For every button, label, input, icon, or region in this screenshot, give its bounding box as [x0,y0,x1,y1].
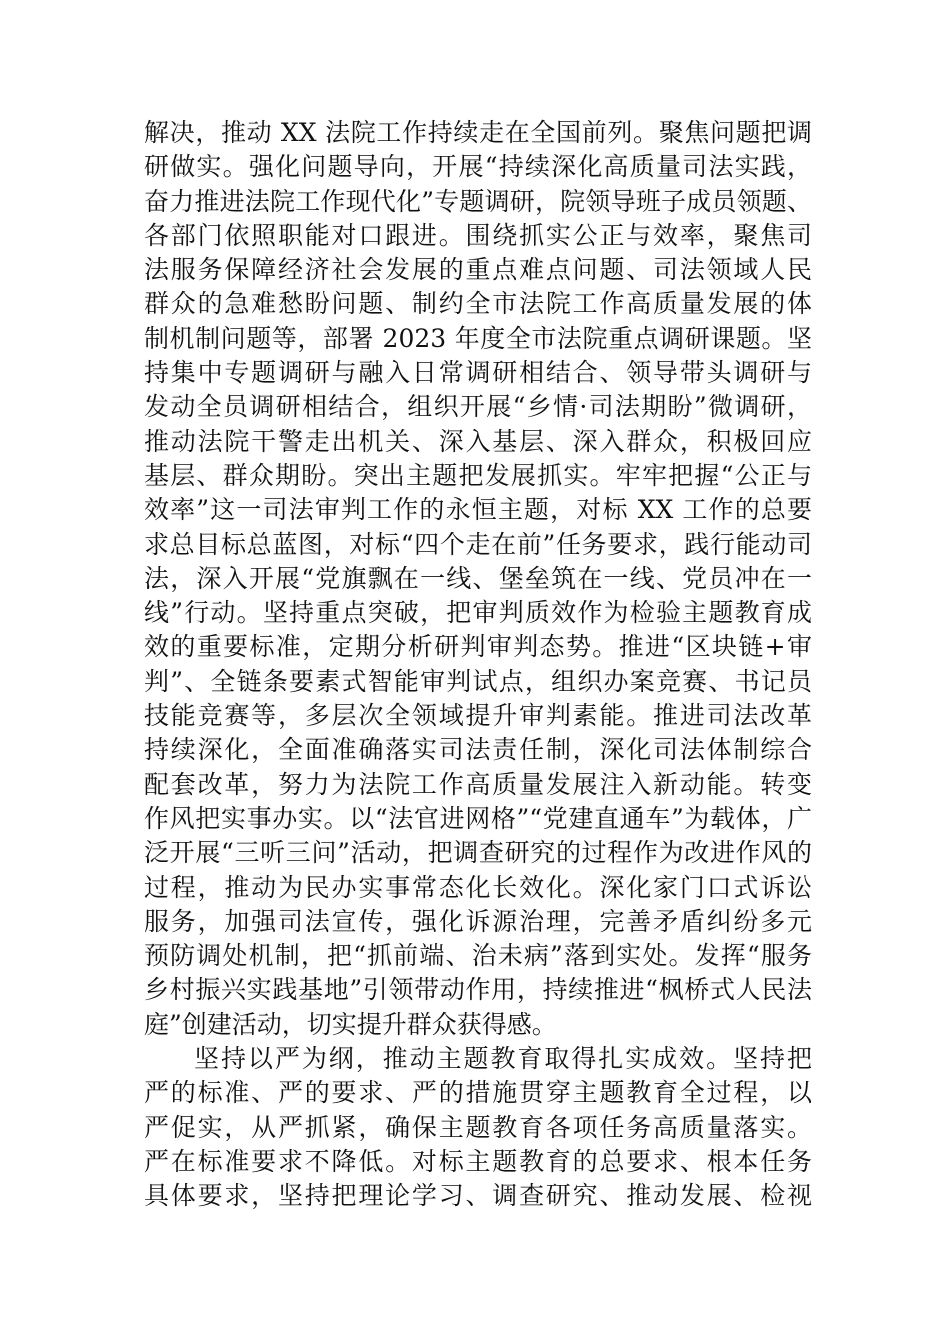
text-line: 线”行动。坚持重点突破，把审判质效作为检验主题教育成 [144,598,812,628]
text-line: 具体要求，坚持把理论学习、调查研究、推动发展、检视 [144,1181,812,1211]
text-line: 群众的急难愁盼问题、制约全市法院工作高质量发展的体 [144,289,812,319]
text-line: 预防调处机制，把“抓前端、治未病”落到实处。发挥“服务 [144,941,812,971]
text-line: 奋力推进法院工作现代化”专题调研，院领导班子成员领题、 [144,186,812,216]
text-line: 研做实。强化问题导向，开展“持续深化高质量司法实践， [144,152,812,182]
text-line: 发动全员调研相结合，组织开展“乡情·司法期盼”微调研， [144,392,812,422]
text-line: 服务，加强司法宣传，强化诉源治理，完善矛盾纠纷多元 [144,906,812,936]
text-line: 技能竞赛等，多层次全领域提升审判素能。推进司法改革 [144,701,812,731]
text-line: 庭”创建活动，切实提升群众获得感。 [144,1009,557,1039]
text-line: 泛开展“三听三问”活动，把调查研究的过程作为改进作风的 [144,838,812,868]
text-line: 效率”这一司法审判工作的永恒主题，对标 XX 工作的总要 [144,495,812,525]
text-line: 持集中专题调研与融入日常调研相结合、领导带头调研与 [144,358,812,388]
text-line: 解决，推动 XX 法院工作持续走在全国前列。聚焦问题把调 [144,118,812,147]
text-line: 乡村振兴实践基地”引领带动作用，持续推进“枫桥式人民法 [144,975,812,1005]
text-line: 推动法院干警走出机关、深入基层、深入群众，积极回应 [144,426,812,456]
text-line: 基层、群众期盼。突出主题把发展抓实。牢牢把握“公正与 [144,460,812,490]
text-line: 法，深入开展“党旗飘在一线、堡垒筑在一线、党员冲在一 [144,563,812,593]
text-line: 持续深化，全面准确落实司法责任制，深化司法体制综合 [144,735,812,765]
text-line: 严的标准、严的要求、严的措施贯穿主题教育全过程，以 [144,1078,812,1108]
body-text [144,116,812,1214]
text-line: 各部门依照职能对口跟进。围绕抓实公正与效率，聚焦司 [144,220,812,250]
text-line: 作风把实事办实。以“法官进网格”“党建直通车”为载体，广 [144,803,812,833]
text-line: 制机制问题等，部署 2023 年度全市法院重点调研课题。坚 [144,323,812,353]
text-line: 严在标准要求不降低。对标主题教育的总要求、根本任务 [144,1146,812,1176]
text-line: 判”、全链条要素式智能审判试点，组织办案竞赛、书记员 [144,666,812,696]
paragraph-2 [144,1042,812,1213]
text-line: 严促实，从严抓紧，确保主题教育各项任务高质量落实。 [144,1112,812,1142]
text-line: 求总目标总蓝图，对标“四个走在前”任务要求，践行能动司 [144,529,812,559]
text-line: 法服务保障经济社会发展的重点难点问题、司法领域人民 [144,255,812,285]
text-line: 过程，推动为民办实事常态化长效化。深化家门口式诉讼 [144,872,812,902]
paragraph-1 [144,116,812,1042]
text-line: 效的重要标准，定期分析研判审判态势。推进“区块链+审 [144,632,812,662]
text-line: 配套改革，努力为法院工作高质量发展注入新动能。转变 [144,769,812,799]
text-line: 坚持以严为纲，推动主题教育取得扎实成效。坚持把 [194,1044,812,1074]
